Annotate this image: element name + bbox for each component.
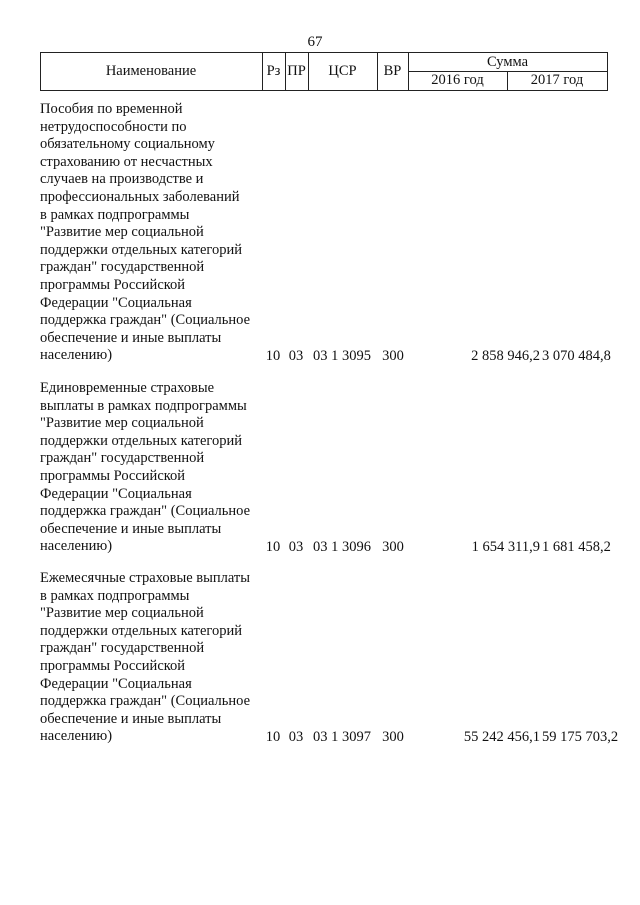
- row-pr: 03: [288, 729, 304, 745]
- row-sum-2017: 3 070 484,8: [542, 348, 611, 364]
- table-row: [40, 380, 611, 556]
- header-name: Наименование: [105, 63, 197, 79]
- row-sum-2016: 2 858 946,2: [471, 348, 540, 364]
- row-csr: 03 1 3096: [313, 539, 371, 555]
- row-vr: 300: [382, 348, 404, 364]
- header-year-2017: 2017 год: [530, 72, 584, 88]
- row-sum-2016: 1 654 311,9: [471, 539, 540, 555]
- table-row: [40, 101, 611, 365]
- table-header: [40, 52, 608, 91]
- row-name: Единовременные страховые выплаты в рамках подпрограммы "Развитие мер социальной поддержки отдельных категорий граждан" государственной программы Российской Федерации "Социальная поддержка граждан" (Социальное обеспечение и иные выплаты населению): [40, 380, 251, 555]
- row-csr: 03 1 3097: [313, 729, 371, 745]
- row-pr: 03: [288, 539, 304, 555]
- row-rz: 10: [265, 348, 281, 364]
- row-rz: 10: [265, 539, 281, 555]
- header-rz: Рз: [266, 63, 281, 79]
- page-number: 67: [307, 34, 323, 50]
- row-name: Пособия по временной нетрудоспособности по обязательному социальному страхованию от несчастных случаев на производстве и профессиональных заболеваний в рамках подпрограммы "Развитие мер социальной поддержки отдельных категорий граждан" государственной программы Российской Федерации "Социальная поддержка граждан" (Социальное обеспечение и иные выплаты населению): [40, 101, 251, 364]
- row-name: Ежемесячные страховые выплаты в рамках подпрограммы "Развитие мер социальной поддержки отдельных категорий граждан" государственной программы Российской Федерации "Социальная поддержка граждан" (Социальное обеспечение и иные выплаты населению): [40, 570, 251, 745]
- row-vr: 300: [382, 539, 404, 555]
- row-pr: 03: [288, 348, 304, 364]
- header-pr: ПР: [287, 63, 306, 79]
- row-rz: 10: [265, 729, 281, 745]
- row-csr: 03 1 3095: [313, 348, 371, 364]
- header-year-2016: 2016 год: [431, 72, 484, 88]
- header-csr: ЦСР: [328, 63, 357, 79]
- row-sum-2016: 55 242 456,1: [463, 729, 540, 745]
- row-vr: 300: [382, 729, 404, 745]
- table-row: [40, 570, 619, 746]
- row-sum-2017: 1 681 458,2: [542, 539, 611, 555]
- header-vr: ВР: [383, 63, 402, 79]
- header-sum: Сумма: [486, 54, 529, 70]
- row-sum-2017: 59 175 703,2: [542, 729, 619, 745]
